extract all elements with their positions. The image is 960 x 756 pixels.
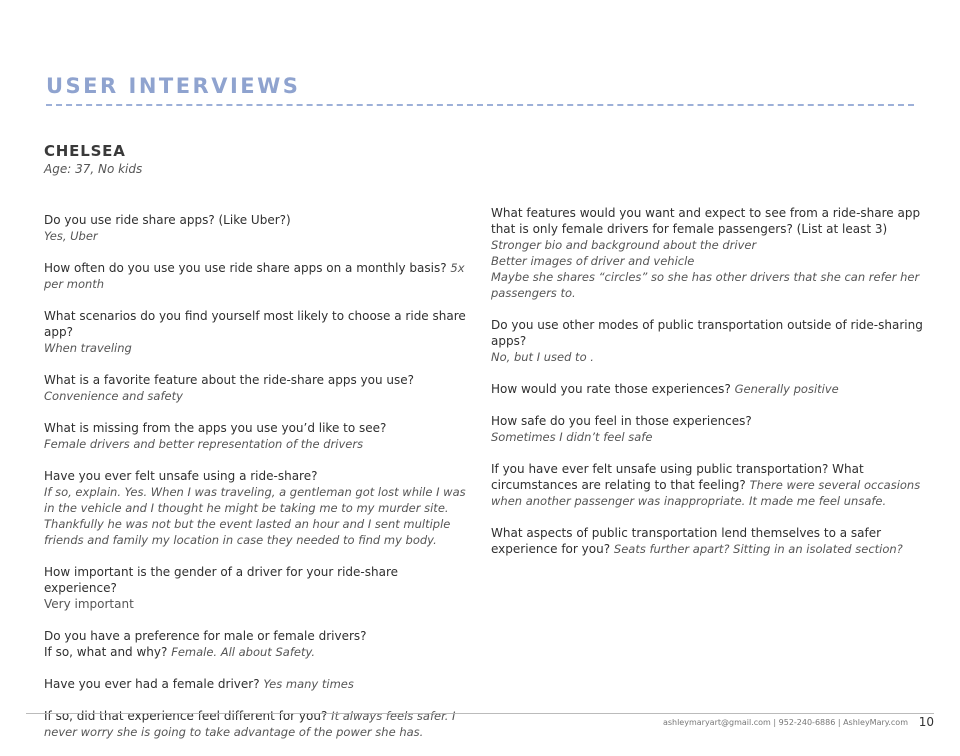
answer: If so, explain. Yes. When I was traveling, a gentleman got lost while I was in the vehicle and I thought he might be taking me to my murder site. Thankfully he was not but the event lasted an hour and I sent multiple friends and family my location in case they needed to find my body.	[44, 485, 466, 547]
answer: Seats further apart? Sitting in an isolated section?	[613, 542, 903, 556]
qa-item	[44, 212, 468, 244]
question: Do you use ride share apps? (Like Uber?)	[44, 213, 291, 227]
answer: Stronger bio and background about the driver	[491, 238, 757, 252]
question: How safe do you feel in those experiences?	[491, 414, 752, 428]
answer: It always feels safer. I never worry she is going to take advantage of the power she has.	[44, 709, 456, 739]
question: What features would you want and expect to see from a ride-share app that is only female drivers for female passengers? (List at least 3)	[491, 206, 921, 236]
page-number: 10	[918, 715, 934, 729]
question: How important is the gender of a driver for your ride-share experience?	[44, 565, 398, 595]
answer: 5x per month	[44, 261, 465, 291]
qa-item	[44, 628, 468, 660]
question: What is a favorite feature about the ride-share apps you use?	[44, 373, 414, 387]
question: What aspects of public transportation lend themselves to a safer experience for you?	[491, 526, 882, 556]
answer: Yes many times	[263, 677, 354, 691]
footer-contact: ashleymaryart@gmail.com | 952-240-6886 | AshleyMary.com	[662, 718, 908, 727]
qa-item	[44, 676, 468, 692]
qa-item	[44, 372, 468, 404]
qa-item	[491, 413, 923, 445]
answer: Generally positive	[734, 382, 839, 396]
answer: Female. All about Safety.	[171, 645, 316, 659]
qa-item	[44, 564, 468, 612]
qa-item	[491, 525, 923, 557]
interviewee-details: Age: 37, No kids	[44, 162, 143, 176]
qa-item	[44, 420, 468, 452]
question: Do you have a preference for male or female drivers?	[44, 629, 367, 643]
footer-divider	[26, 713, 934, 714]
question: What scenarios do you find yourself most likely to choose a ride share app?	[44, 309, 466, 339]
qa-item	[44, 468, 468, 548]
question: Have you ever had a female driver?	[44, 677, 260, 691]
question: How would you rate those experiences?	[491, 382, 731, 396]
question: What is missing from the apps you use you’d like to see?	[44, 421, 387, 435]
answer: No, but I used to .	[491, 350, 594, 364]
qa-item	[44, 260, 468, 292]
page-title: USER INTERVIEWS	[46, 74, 301, 98]
title-divider	[46, 104, 914, 106]
answer: Yes, Uber	[44, 229, 98, 243]
qa-item	[491, 381, 923, 397]
answer: Sometimes I didn’t feel safe	[491, 430, 653, 444]
left-column	[44, 212, 468, 756]
answer: When traveling	[44, 341, 132, 355]
question-followup: If so, what and why?	[44, 645, 168, 659]
interviewee-name: CHELSEA	[44, 142, 126, 160]
question: Have you ever felt unsafe using a ride-share?	[44, 469, 318, 483]
qa-item	[491, 205, 923, 301]
answer: There were several occasions when another passenger was inappropriate. It made me feel unsafe.	[491, 478, 921, 508]
answer: Convenience and safety	[44, 389, 183, 403]
qa-item	[44, 308, 468, 356]
qa-item	[491, 317, 923, 365]
question: How often do you use you use ride share apps on a monthly basis?	[44, 261, 447, 275]
question: Do you use other modes of public transportation outside of ride-sharing apps?	[491, 318, 923, 348]
right-column	[491, 205, 923, 573]
answer: Female drivers and better representation of the drivers	[44, 437, 364, 451]
qa-item	[491, 461, 923, 509]
answer: Better images of driver and vehicle	[491, 254, 695, 268]
answer: Very important	[44, 597, 134, 611]
answer: Maybe she shares “circles” so she has other drivers that she can refer her passengers to.	[491, 270, 920, 300]
question: If so, did that experience feel different for you?	[44, 709, 328, 723]
question: If you have ever felt unsafe using public transportation? What circumstances are relating to that feeling?	[491, 462, 864, 492]
